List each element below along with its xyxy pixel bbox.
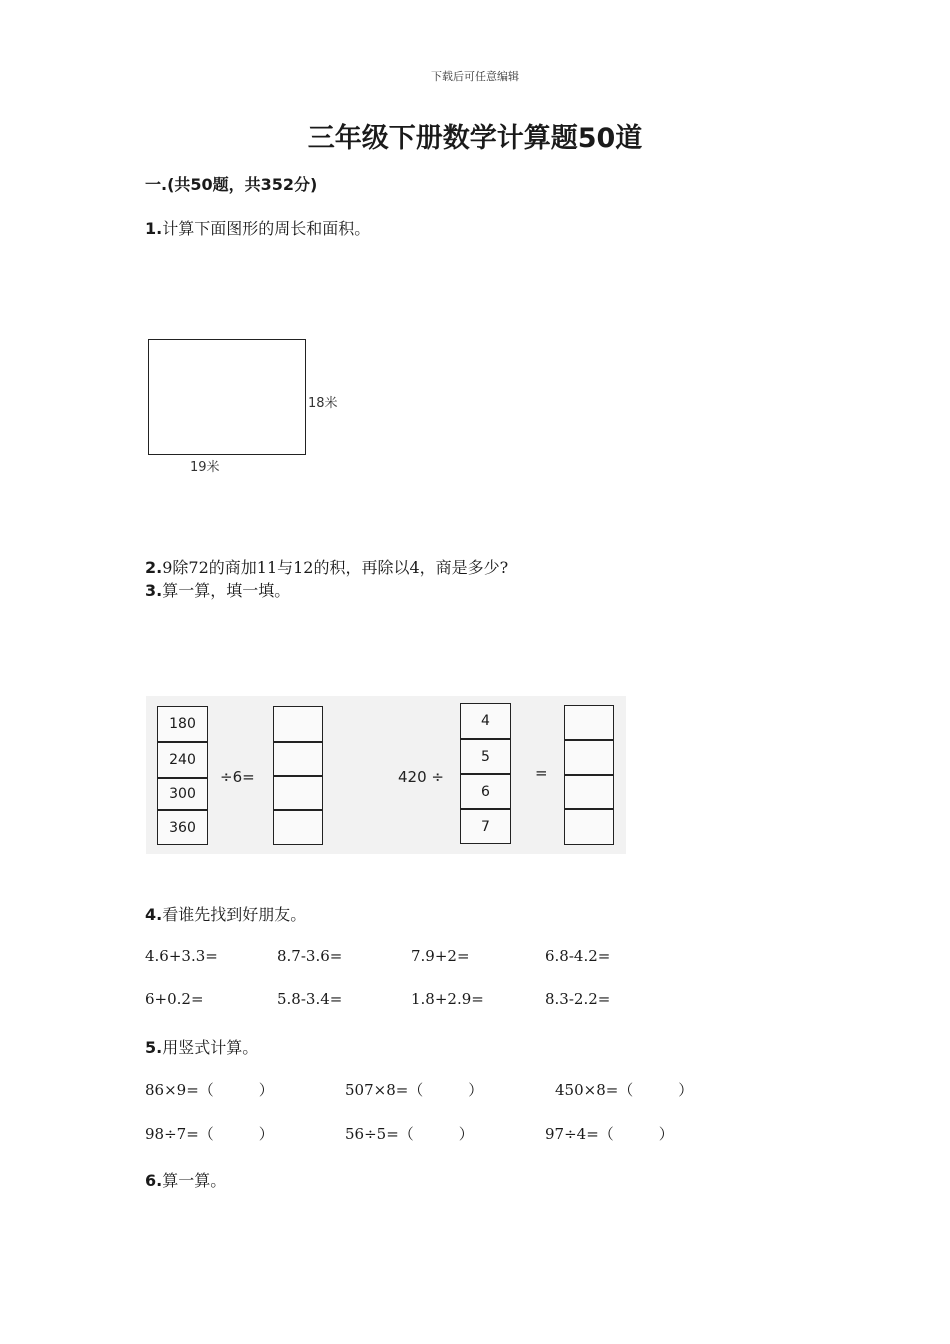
question-4 (145, 902, 306, 925)
divisor-box: 7 (460, 809, 511, 844)
question-text: 用竖式计算。 (162, 1038, 259, 1057)
question-text: 算一算，填一填。 (162, 581, 291, 600)
dividend-box: 240 (157, 742, 208, 778)
section-heading: 一.(共50题，共352分) (145, 175, 318, 194)
question-number: 2. (145, 558, 163, 577)
exercise-row (145, 947, 745, 967)
exercise-row (145, 1123, 745, 1143)
divide-by-six: ÷6= (220, 768, 255, 786)
answer-box[interactable] (564, 775, 614, 809)
exercise-item: 56÷5=（ ） (345, 1125, 474, 1143)
header-note: 下载后可任意编辑 (431, 70, 519, 83)
exercise-item: 507×8=（ ） (345, 1081, 484, 1099)
question-text: 计算下面图形的周长和面积。 (162, 219, 371, 238)
exercise-item: 6+0.2= (145, 990, 204, 1008)
question-number: 3. (145, 581, 163, 600)
question-number: 4. (145, 905, 163, 924)
exercise-item: 8.3-2.2= (545, 990, 611, 1008)
question-2 (145, 555, 508, 578)
rectangle-figure (138, 328, 368, 488)
exercise-item: 98÷7=（ ） (145, 1125, 274, 1143)
exercise-item: 8.7-3.6= (277, 947, 343, 965)
division-figure (146, 696, 626, 854)
exercise-item: 4.6+3.3= (145, 947, 218, 965)
exercise-item: 7.9+2= (411, 947, 470, 965)
question-6 (145, 1168, 226, 1191)
question-number: 6. (145, 1171, 163, 1190)
divisor-box: 4 (460, 703, 511, 739)
width-label: 19米 (190, 460, 220, 475)
document-title: 三年级下册数学计算题50道 (307, 123, 643, 154)
exercise-item: 97÷4=（ ） (545, 1125, 674, 1143)
divisor-box: 5 (460, 739, 511, 774)
answer-box[interactable] (273, 810, 323, 845)
exercise-item: 86×9=（ ） (145, 1081, 274, 1099)
exercise-row (145, 990, 745, 1010)
answer-box[interactable] (273, 776, 323, 810)
question-3 (145, 578, 290, 601)
exercise-item: 1.8+2.9= (411, 990, 484, 1008)
dividend-box: 360 (157, 810, 208, 845)
answer-box[interactable] (273, 742, 323, 776)
question-number: 1. (145, 219, 163, 238)
equals-sign: = (535, 764, 548, 782)
dividend-box: 300 (157, 778, 208, 810)
divisor-box: 6 (460, 774, 511, 809)
answer-box[interactable] (564, 809, 614, 845)
rectangle-shape (148, 339, 306, 455)
question-5 (145, 1035, 258, 1058)
answer-box[interactable] (273, 706, 323, 742)
exercise-item: 6.8-4.2= (545, 947, 611, 965)
question-number: 5. (145, 1038, 163, 1057)
exercise-item: 450×8=（ ） (555, 1081, 694, 1099)
question-1 (145, 216, 370, 239)
answer-box[interactable] (564, 705, 614, 740)
question-text: 算一算。 (162, 1171, 227, 1190)
question-text: 9除72的商加11与12的积，再除以4，商是多少? (162, 558, 509, 577)
question-text: 看谁先找到好朋友。 (162, 905, 307, 924)
dividend-420: 420 ÷ (398, 768, 444, 786)
exercise-item: 5.8-3.4= (277, 990, 343, 1008)
dividend-box: 180 (157, 706, 208, 742)
answer-box[interactable] (564, 740, 614, 775)
height-label: 18米 (308, 396, 338, 411)
exercise-row (145, 1079, 745, 1099)
